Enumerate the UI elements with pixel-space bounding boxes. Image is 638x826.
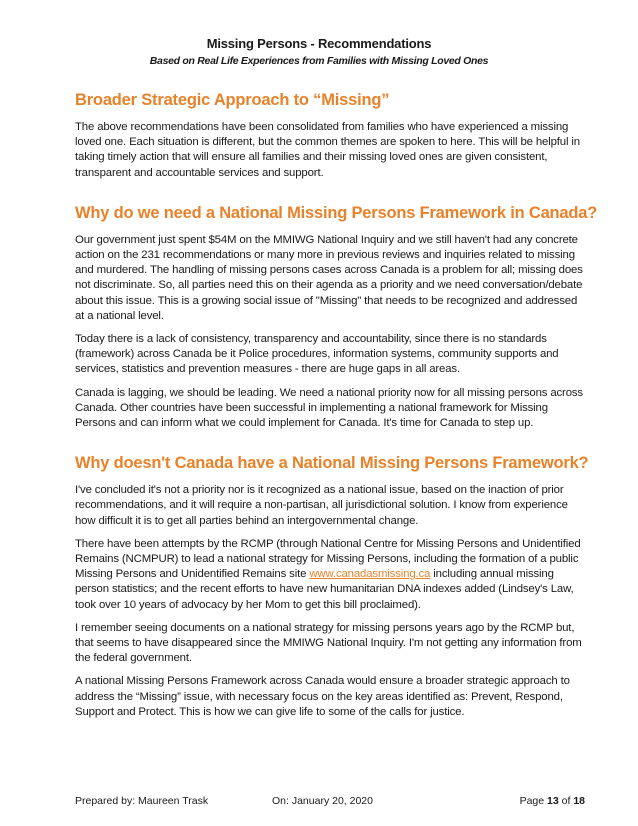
paragraph-with-link	[75, 537, 585, 613]
section-heading-why-need-framework: Why do we need a National Missing Persons Framework in Canada?	[75, 203, 598, 222]
page-prefix: Page	[519, 795, 545, 807]
paragraph: Our government just spent $54M on the MMIWG National Inquiry and we still haven't had any concrete action on the 231 recommendations or many more in previous reviews and inquiries related to missing and murdered. The handling of missing persons cases across Canada is a problem for all; missing does not discriminate. So, all parties need this on their agenda as a priority and we need conversation/debate about this issue. This is a growing social issue of "Missing" that needs to be recognized and addressed at a national level.	[75, 233, 583, 322]
header-title: Missing Persons - Recommendations	[206, 36, 432, 51]
footer-date: On: January 20, 2020	[272, 795, 373, 807]
page-current: 13	[547, 795, 559, 807]
paragraph: A national Missing Persons Framework across Canada would ensure a broader strategic approach to address the “Missing” issue, with necessary focus on the key areas identified as: Prevent, Respond, Support and Protect. This is how we can give life to some of the calls for justice.	[75, 675, 570, 718]
page-of: of	[561, 795, 571, 807]
paragraph: I've concluded it's not a priority nor is it recognized as a national issue, based on the inaction of prior recommendations, and it will require a non-partisan, all jurisdictional solution. I know from experience how difficult it is to get all parties behind an intergovernmental change.	[75, 484, 568, 527]
footer-page-number	[520, 795, 585, 807]
document-body	[75, 90, 598, 728]
page-total: 18	[573, 795, 585, 807]
section-heading-why-no-framework: Why doesn't Canada have a National Missing Persons Framework?	[75, 454, 589, 473]
footer-prepared-by: Prepared by: Maureen Trask	[75, 795, 209, 807]
header-subtitle: Based on Real Life Experiences from Families with Missing Loved Ones	[149, 55, 489, 67]
paragraph-text: including annual missing person statistics; and the recent efforts to have new humanitarian DNA indexes added (Lindsey's Law, took over 10 years of advocacy by her Mom to get this bill proclaimed).	[75, 568, 574, 611]
paragraph: The above recommendations have been consolidated from families who have experienced a missing loved one. Each situation is different, but the common themes are spoken to here. This will be helpful in taking timely action that will ensure all families and their missing loved ones are given consistent, transparent and accountable services and support.	[75, 121, 580, 179]
paragraph: I remember seeing documents on a national strategy for missing persons years ago by the RCMP but, that seems to have disappeared since the MMIWG National Inquiry. I'm not getting any information from the federal government.	[75, 621, 582, 665]
canadasmissing-link[interactable]: www.canadasmissing.ca	[309, 568, 431, 581]
paragraph: Today there is a lack of consistency, transparency and accountability, since there is no standards (framework) across Canada be it Police procedures, information systems, community supports and services, statistics and prevention measures - there are huge gaps in all areas.	[75, 333, 559, 376]
paragraph: Canada is lagging, we should be leading. We need a national priority now for all missing persons across Canada. Other countries have been successful in implementing a national framework for Missing Persons and can inform what we could implement for Canada. It's time for Canada to step up.	[75, 386, 583, 430]
paragraph-text: There have been attempts by the RCMP (through National Centre for Missing Persons and Unidentified Remains (NCMPUR) to lead a national strategy for Missing Persons, including the formation of a public Missing Persons and Unidentified Remains site	[75, 537, 581, 581]
section-heading-strategic-approach: Broader Strategic Approach to “Missing”	[75, 91, 390, 109]
